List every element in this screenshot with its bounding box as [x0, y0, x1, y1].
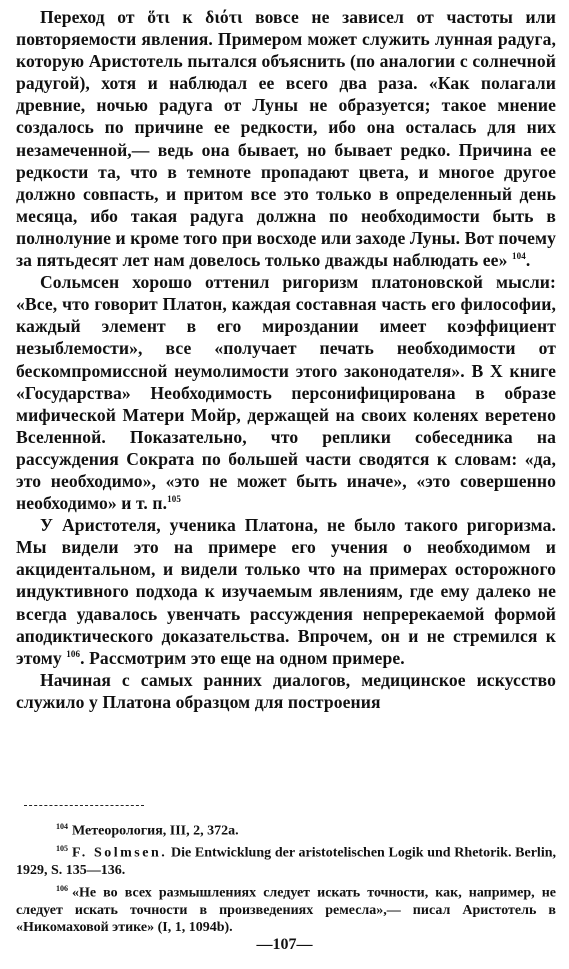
footnote-106-text: «Не во всех размышлениях следует искать точности, как, например, не следует искать точности в произведениях ремесла»,— писал Аристотель в «Никомаховой этике» (I, 1, 1094b).: [16, 885, 556, 936]
paragraph-4: [16, 669, 556, 713]
paragraph-2: [16, 271, 556, 514]
footnote-105: [16, 840, 556, 880]
footnote-divider: [24, 805, 144, 806]
footnotes: [16, 818, 556, 937]
paragraph-1-text: Переход от ὅτι к διότι вовсе не зависел от частоты или повторяемости явления. Примером может служить лунная радуга, которую Аристотель пытался объяснить (по аналогии с солнечной радугой), хотя и наблюдал ее всего два раза. «Как полагали древние, ночью радуга от Луны не образуется; такое мнение создалось по причине ее редкости, ибо она осталась для них незамеченной,— ведь она бывает, но бывает редко. Причина ее редкости та, что в темноте пропадают цвета, и многое другое должно совпасть, и притом все это только в определенный день месяца, ибо такая радуга должна по необходимости быть в полнолуние и кроме того при восходе или заходе Луны. Вот почему за пятьдесят лет нам довелось только дважды наблюдать ее»: [16, 7, 556, 271]
footnote-ref-104: 104: [512, 251, 526, 262]
footnote-105-number: 105: [56, 844, 68, 854]
footnote-105-text: Die Entwicklung der aristotelischen Logik und Rhetorik. Berlin, 1929, S. 135—136.: [16, 845, 556, 879]
footnote-106-number: 106: [56, 883, 68, 893]
paragraph-3-text: У Аристотеля, ученика Платона, не было такого ригоризма. Мы видели это на примере его учения о необходимом и акцидентальном, и видели только что на примерах осторожного индуктивного подхода к изучаемым явлениям, где ему далеко не всегда удавалось увенчать рассуждения непререкаемой формой аподиктического доказательства. Впрочем, он и не стремился к этому: [16, 515, 556, 668]
footnote-105-author: F. Solmsen.: [72, 845, 168, 861]
page-number: —107—: [256, 936, 313, 953]
footnote-ref-105: 105: [167, 494, 181, 505]
main-text: [16, 6, 556, 713]
footnote-ref-106: 106: [66, 648, 81, 659]
paragraph-3: [16, 514, 556, 669]
footnote-104: [16, 818, 556, 840]
footnote-104-number: 104: [56, 822, 68, 831]
footnote-104-text: Метеорология, III, 2, 372a.: [72, 823, 239, 839]
paragraph-1: Переход от ὅτι к διότι вовсе не зависел от частоты или повторяемости явления. Примером может служить лунная радуга, которую Аристотель пытался объяснить (по аналогии с солнечной радугой), хотя и наблюдал ее всего два раза. «Как полагали древние, ночью радуга от Луны не образуется; такое мнение создалось по причине ее редкости, ибо она осталась для них незамеченной,— ведь она бывает, но бывает редко. Причина ее редкости та, что в темноте пропадают цвета, и многое другое должно совпасть, и притом все это только в определенный день месяца, ибо такая радуга должна по необходимости быть в полнолуние и кроме того при восходе или заходе Луны. Вот почему за пятьдесят лет нам довелось только дважды наблюдать ее» $^{104}$.: [16, 7, 556, 271]
footnote-106: [16, 880, 556, 937]
paragraph-4-text: Начиная с самых ранних диалогов, медицинское искусство служило у Платона образцом для построения: [16, 669, 556, 712]
paragraph-3-tail: . Рассмотрим это еще на одном примере.: [80, 647, 405, 668]
paragraph-2-text: Сольмсен хорошо оттенил ригоризм платоновской мысли: «Все, что говорит Платон, каждая составная часть его философии, каждый элемент в его мироздании имеет коэффициент незыблемости», все «получает печать необходимости от бескомпромиссной неумолимости этого законодателя». В X книге «Государства» Необходимость персонифицирована в образе мифической Матери Мойр, держащей на своих коленях веретено Вселенной. Показательно, что реплики собеседника на рассуждения Сократа по большей части сводятся к словам: «да, это необходимо», «это не может быть иначе», «это совершенно необходимо» и т. п.: [16, 272, 556, 514]
